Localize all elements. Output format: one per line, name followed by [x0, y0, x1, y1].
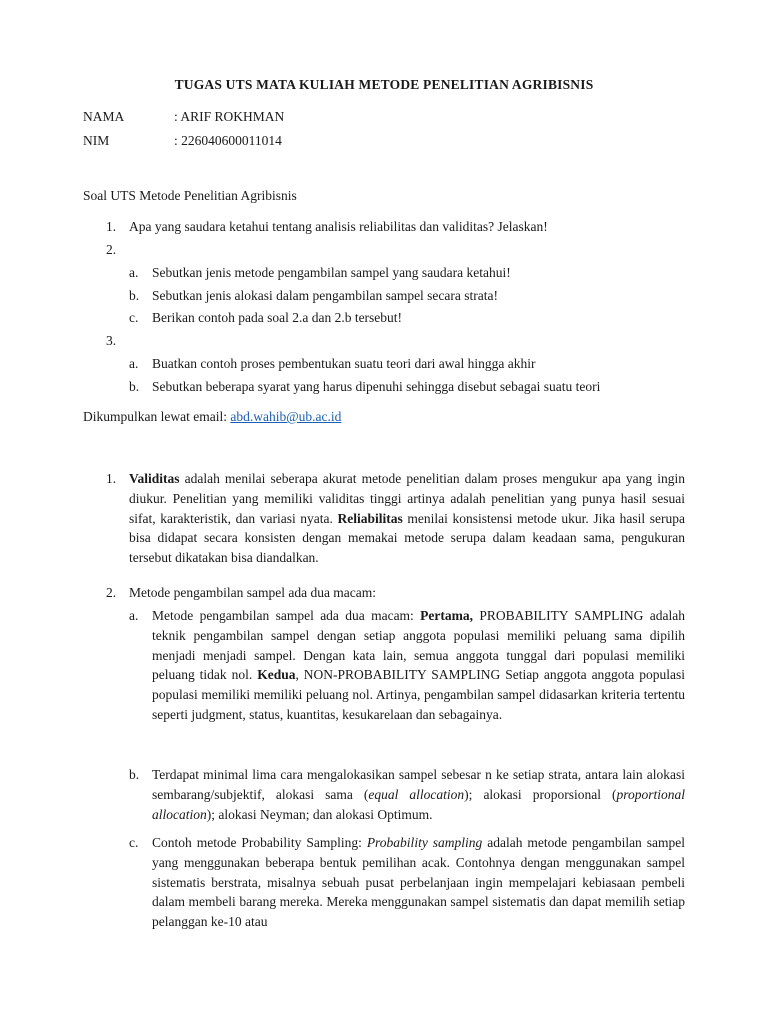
q3b-letter: b. — [129, 379, 140, 394]
a1-text-1: adalah menilai seberapa akurat metode penelitian dalam proses mengukur apa yang ingin diukur. Penelitian yang memiliki validitas tinggi artinya adalah penelitian yang punya hasil sesuai sifat, karakteristik, dan variasi nyata. — [129, 471, 685, 526]
q1-text: Apa yang saudara ketahui tentang analisis reliabilitas dan validitas? Jelaskan! — [129, 219, 548, 234]
a2-text: Metode pengambilan sampel ada dua macam: — [129, 585, 377, 600]
a2-number: 2. — [106, 585, 117, 600]
submit-line — [83, 409, 341, 425]
q3a-letter: a. — [129, 356, 139, 371]
a2b-letter: b. — [129, 767, 140, 782]
q2c-text: Berikan contoh pada soal 2.a dan 2.b tersebut! — [152, 310, 403, 325]
a1-text-2: menilai konsistensi metode ukur. Jika hasil serupa bisa didapat secara konsisten dengan memakai metode serupa dalam keadaan sama, pengukuran tersebut dikatakan bisa diandalkan. — [129, 510, 685, 566]
q2a-letter: a. — [129, 265, 139, 280]
a2a-text-3: , NON-PROBABILITY SAMPLING Setiap anggota anggota populasi populasi memiliki memiliki peluang nol. Artinya, pengambilan sampel didasarkan kriteria tertentu seperti judgment, status, kuantitas, kesukarelaan dan sebagainya. — [152, 667, 685, 722]
q3a-text: Buatkan contoh proses pembentukan suatu teori dari awal hingga akhir — [152, 356, 536, 371]
q2a-text: Sebutkan jenis metode pengambilan sampel yang saudara ketahui! — [152, 265, 511, 280]
a2b-paragraph — [152, 765, 685, 824]
a2c-text-2: adalah metode pengambilan sampel yang menggunakan beberapa bentuk pemilihan acak. Contohnya dengan menggunakan sampel sistematis berstrata, misalnya sebuah pusat perbelanjaan ingin mempelajari kebiasaan pembeli dalam membeli barang mereka. Mereka menggunakan sampel sistematis dan dapat memilih setiap pelanggan ke-10 atau — [152, 835, 686, 930]
q2-number: 2. — [106, 242, 117, 257]
a2c-paragraph — [152, 833, 685, 932]
nim-label: NIM — [83, 133, 110, 148]
a1-term-validitas: Validitas — [129, 471, 180, 486]
q3b-text: Sebutkan beberapa syarat yang harus dipenuhi sehingga disebut sebagai suatu teori — [152, 379, 601, 394]
nim-value: : 226040600011014 — [174, 133, 282, 148]
name-label: NAMA — [83, 109, 125, 124]
q3-number: 3. — [106, 333, 117, 348]
name-row — [83, 109, 284, 125]
submit-email-link[interactable]: abd.wahib@ub.ac.id — [230, 409, 342, 424]
q1-number: 1. — [106, 219, 117, 234]
name-value: : ARIF ROKHMAN — [174, 109, 285, 124]
q2b-letter: b. — [129, 288, 140, 303]
a2b-text-1: Terdapat minimal lima cara mengalokasikan sampel sebesar n ke setiap strata, antara lain alokasi sembarang/subjektif, alokasi sama ( — [152, 767, 685, 802]
document-title: TUGAS UTS MATA KULIAH METODE PENELITIAN AGRIBISNIS — [174, 77, 594, 92]
a2c-letter: c. — [129, 835, 139, 850]
a2a-text-1: Metode pengambilan sampel ada dua macam: — [152, 608, 421, 623]
q2b-text: Sebutkan jenis alokasi dalam pengambilan sampel secara strata! — [152, 288, 499, 303]
submit-label: Dikumpulkan lewat email: — [83, 409, 227, 424]
a2b-italic-equal: equal allocation — [368, 786, 465, 802]
soal-heading: Soal UTS Metode Penelitian Agribisnis — [83, 188, 297, 203]
a1-term-reliabilitas: Reliabilitas — [337, 510, 403, 526]
nim-row — [83, 133, 282, 149]
a1-number: 1. — [106, 471, 117, 486]
q2c-letter: c. — [129, 310, 139, 325]
a2c-italic-probability: Probability sampling — [366, 835, 483, 850]
a2b-italic-proportional: proportional allocation — [152, 786, 685, 822]
a2c-text-1: Contoh metode Probability Sampling: — [152, 835, 367, 850]
a2a-paragraph — [152, 606, 685, 725]
a2a-text-2: PROBABILITY SAMPLING adalah teknik pengambilan sampel dengan setiap anggota populasi memiliki peluang sama dipilih menjadi menjadi sampel. Dengan kata lain, semua anggota tunggal dari populasi memiliki peluang tidak nol. — [152, 608, 685, 683]
a1-paragraph — [129, 469, 685, 568]
a2b-text-3: ); alokasi Neyman; dan alokasi Optimum. — [206, 806, 433, 822]
a2b-text-2: ); alokasi proporsional ( — [464, 786, 617, 802]
a2a-term-pertama: Pertama, — [420, 608, 473, 623]
a2a-letter: a. — [129, 608, 139, 623]
a2a-term-kedua: Kedua — [257, 667, 296, 683]
